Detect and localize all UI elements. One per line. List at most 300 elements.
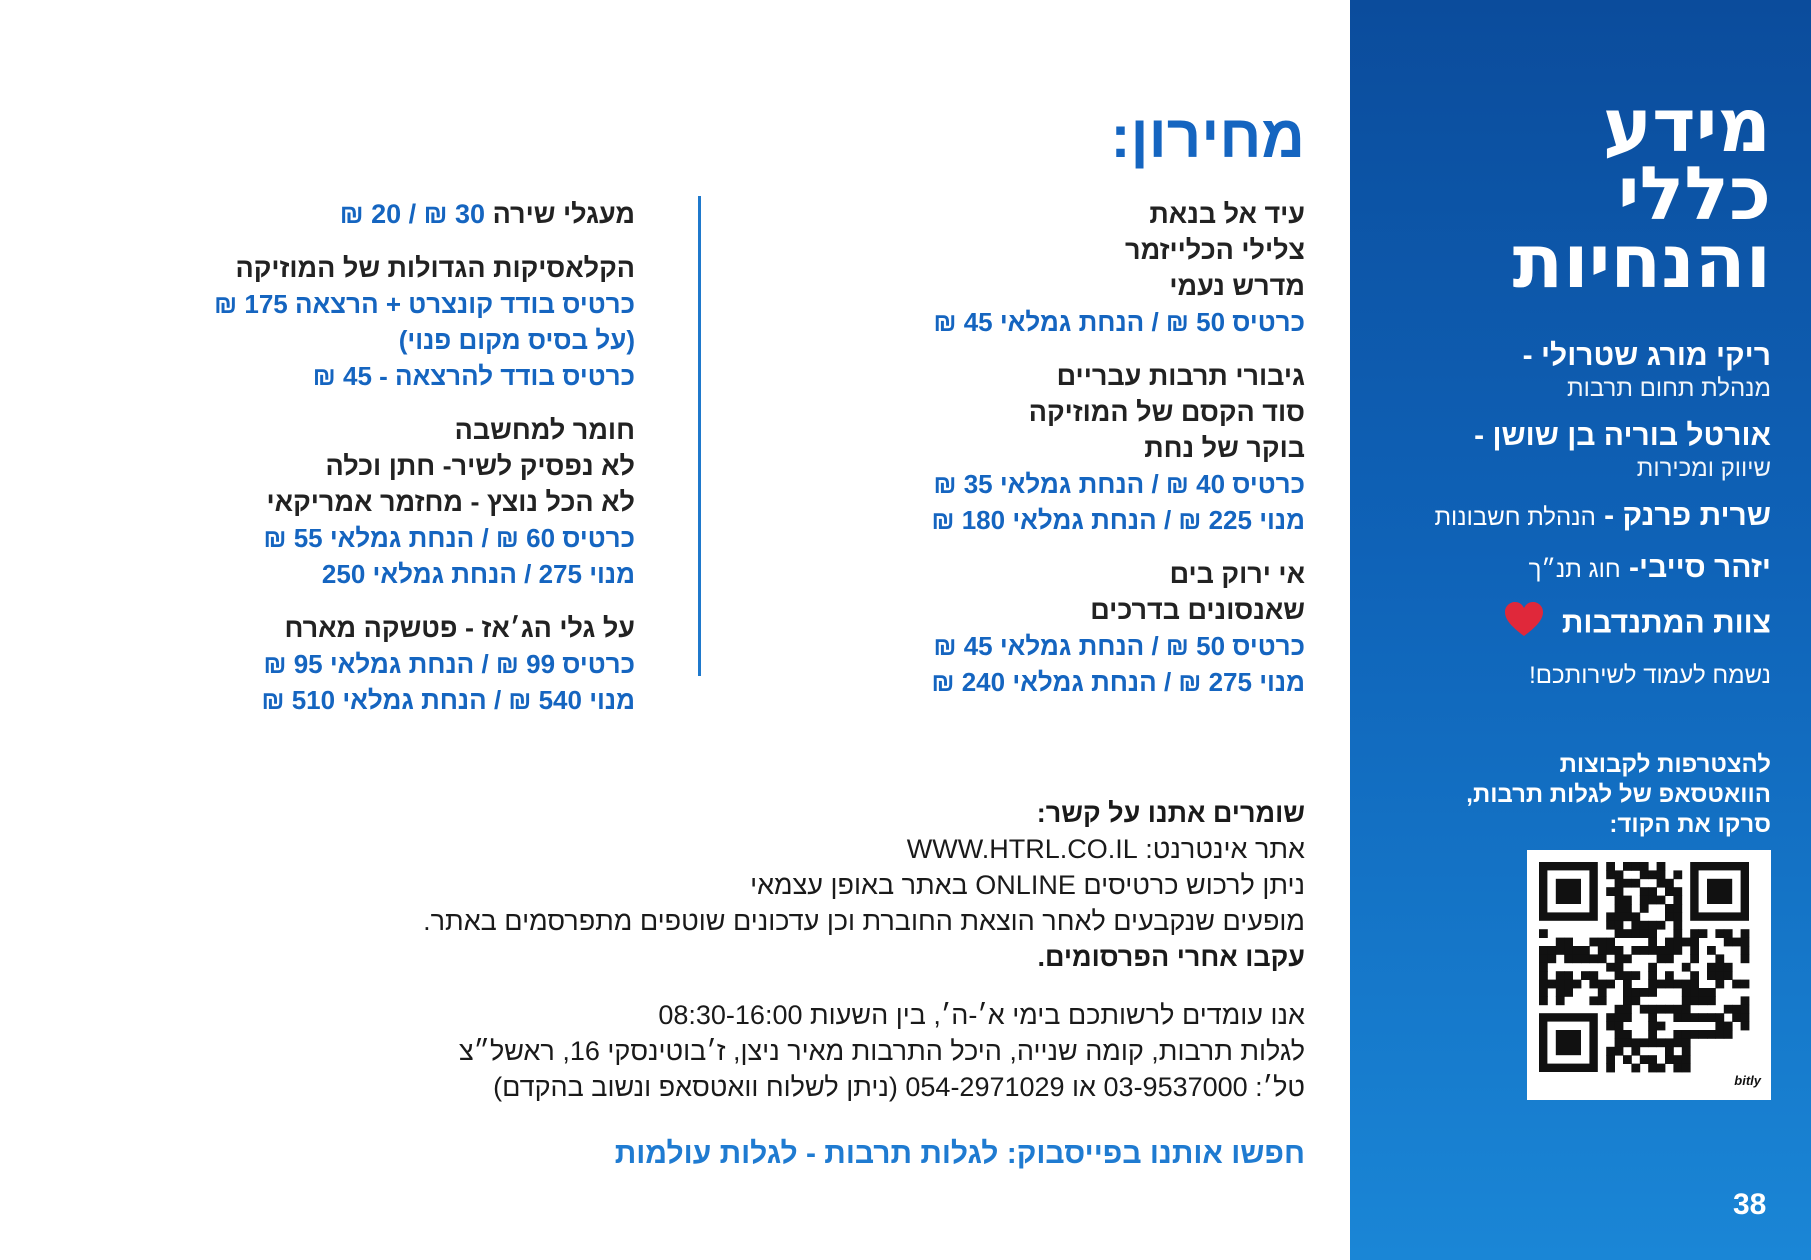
qr-module — [1665, 954, 1674, 963]
qr-module — [1648, 921, 1657, 930]
qr-module — [1556, 988, 1565, 997]
qr-module — [1539, 996, 1548, 1005]
qr-module — [1648, 980, 1657, 989]
staff-role: חוג תנ״ך — [1528, 556, 1621, 583]
qr-module — [1640, 862, 1649, 871]
qr-module — [1556, 946, 1565, 955]
qr-module — [1539, 929, 1548, 938]
staff-name: ריקי מורג שטרולי - — [1522, 339, 1771, 372]
qr-module — [1741, 954, 1750, 963]
qr-module — [1682, 1055, 1691, 1064]
qr-module — [1615, 870, 1624, 879]
qr-module — [1657, 896, 1666, 905]
qr-module — [1606, 963, 1615, 972]
qr-module — [1715, 1030, 1724, 1039]
qr-module — [1682, 980, 1691, 989]
follow-text: עקבו אחרי הפרסומים. — [1037, 942, 1305, 972]
qr-module — [1631, 1047, 1640, 1056]
qr-module — [1640, 946, 1649, 955]
qr-module — [1657, 946, 1666, 955]
qr-module — [1631, 1038, 1640, 1047]
qr-module — [1606, 938, 1615, 947]
ticket-price: כרטיס 99 ₪ / הנחת גמלאי 95 ₪ — [263, 649, 635, 679]
qr-module — [1556, 971, 1565, 980]
qr-module — [1623, 971, 1632, 980]
whatsapp-line: להצטרפות לקבוצות — [1559, 751, 1771, 778]
qr-module — [1648, 938, 1657, 947]
show-name: מעגלי שירה — [492, 199, 635, 229]
qr-module — [1598, 988, 1607, 997]
qr-module — [1615, 912, 1624, 921]
show-name: מדרש נעמי — [1169, 271, 1305, 301]
qr-module — [1657, 980, 1666, 989]
qr-module — [1589, 980, 1598, 989]
qr-module — [1640, 870, 1649, 879]
qr-module — [1707, 971, 1716, 980]
qr-module — [1673, 912, 1682, 921]
qr-module — [1724, 938, 1733, 947]
qr-module — [1539, 946, 1548, 955]
thanks-text: נשמח לעמוד לשירותכם! — [1529, 662, 1771, 689]
qr-code[interactable] — [1527, 850, 1771, 1100]
ticket-price: כרטיס 50 ₪ / הנחת גמלאי 45 ₪ — [933, 307, 1305, 337]
qr-module — [1648, 1055, 1657, 1064]
qr-module — [1673, 1030, 1682, 1039]
show-name: סוד הקסם של המוזיקה — [1028, 397, 1305, 427]
qr-module — [1715, 929, 1724, 938]
qr-module — [1724, 1005, 1733, 1014]
qr-module — [1640, 929, 1649, 938]
qr-module — [1665, 971, 1674, 980]
qr-module — [1699, 1030, 1708, 1039]
qr-module — [1623, 996, 1632, 1005]
qr-module — [1682, 1038, 1691, 1047]
qr-module — [1573, 980, 1582, 989]
qr-module — [1606, 887, 1615, 896]
volunteers-label: צוות המתנדבות — [1561, 606, 1771, 640]
show-name: עיד אל בנאת — [1149, 199, 1305, 229]
qr-module — [1598, 954, 1607, 963]
show-name: לא נפסיק לשיר- חתן וכלה — [325, 451, 635, 481]
qr-module — [1606, 946, 1615, 955]
staff-member — [1371, 418, 1771, 484]
show-name: הקלאסיקות הגדולות של המוזיקה — [235, 253, 635, 283]
qr-module — [1673, 904, 1682, 913]
qr-module — [1707, 1030, 1716, 1039]
qr-module — [1547, 946, 1556, 955]
qr-module — [1564, 980, 1573, 989]
qr-module — [1615, 921, 1624, 930]
qr-module — [1606, 870, 1615, 879]
qr-module — [1615, 887, 1624, 896]
qr-module — [1648, 1005, 1657, 1014]
qr-module — [1631, 996, 1640, 1005]
qr-module — [1732, 1013, 1741, 1022]
qr-module — [1615, 954, 1624, 963]
qr-module — [1631, 921, 1640, 930]
qr-module — [1657, 879, 1666, 888]
page-number: 38 — [1733, 1188, 1767, 1221]
qr-module — [1699, 1013, 1708, 1022]
qr-module — [1682, 1030, 1691, 1039]
show-name: שאנסונים בדרכים — [1090, 595, 1305, 625]
qr-module — [1741, 946, 1750, 955]
qr-module — [1690, 1030, 1699, 1039]
staff-role: שיווק ומכירות — [1636, 455, 1771, 482]
qr-module — [1623, 1030, 1632, 1039]
qr-module — [1615, 929, 1624, 938]
qr-module — [1724, 971, 1733, 980]
qr-module — [1732, 1005, 1741, 1014]
qr-module — [1598, 996, 1607, 1005]
ticket-price: כרטיס 40 ₪ / הנחת גמלאי 35 ₪ — [933, 469, 1305, 499]
show-name: בוקר של נחת — [1144, 433, 1305, 463]
qr-module — [1539, 980, 1548, 989]
column-divider — [698, 196, 701, 676]
qr-module — [1589, 954, 1598, 963]
qr-module — [1690, 980, 1699, 989]
price-note: (על בסיס מקום פנוי) — [398, 325, 635, 355]
qr-module — [1547, 980, 1556, 989]
qr-module — [1657, 921, 1666, 930]
subscription-price: מנוי 275 ₪ / הנחת גמלאי 240 ₪ — [931, 667, 1305, 697]
qr-module — [1623, 980, 1632, 989]
sidebar-title-line: והנחיות — [1512, 219, 1771, 305]
qr-module — [1631, 879, 1640, 888]
qr-module — [1673, 870, 1682, 879]
qr-module — [1615, 904, 1624, 913]
qr-module — [1665, 904, 1674, 913]
qr-module — [1690, 988, 1699, 997]
qr-module — [1682, 988, 1691, 997]
qr-module — [1741, 996, 1750, 1005]
contact-section — [205, 795, 1305, 1105]
qr-module — [1665, 912, 1674, 921]
qr-module — [1741, 980, 1750, 989]
whatsapp-line: סרקו את הקוד: — [1609, 811, 1771, 838]
ticket-price: כרטיס 50 ₪ / הנחת גמלאי 45 ₪ — [933, 631, 1305, 661]
qr-module — [1589, 938, 1598, 947]
show-name: גיבורי תרבות עבריים — [1056, 361, 1305, 391]
qr-module — [1741, 929, 1750, 938]
qr-module — [1564, 946, 1573, 955]
qr-module — [1690, 938, 1699, 947]
subscription-price: מנוי 540 ₪ / הנחת גמלאי 510 ₪ — [261, 685, 635, 715]
ticket-price: כרטיס בודד להרצאה - 45 ₪ — [312, 361, 635, 391]
qr-module — [1606, 1055, 1615, 1064]
qr-module — [1615, 1013, 1624, 1022]
qr-module — [1615, 963, 1624, 972]
qr-module — [1665, 980, 1674, 989]
qr-module — [1724, 1022, 1733, 1031]
show-name: חומר למחשבה — [454, 415, 635, 445]
qr-module — [1556, 938, 1565, 947]
qr-module — [1606, 1013, 1615, 1022]
qr-module — [1690, 954, 1699, 963]
qr-module — [1623, 988, 1632, 997]
qr-module — [1598, 946, 1607, 955]
qr-module — [1690, 971, 1699, 980]
qr-module — [1673, 1064, 1682, 1073]
qr-module — [1623, 1005, 1632, 1014]
spacer — [205, 975, 1305, 997]
qr-module — [1640, 921, 1649, 930]
qr-module — [1606, 1064, 1615, 1073]
qr-module — [1648, 1030, 1657, 1039]
qr-module — [1564, 988, 1573, 997]
ticket-price: 30 ₪ / 20 ₪ — [339, 199, 486, 229]
qr-finder — [1556, 879, 1581, 904]
qr-module — [1615, 879, 1624, 888]
qr-module — [1581, 954, 1590, 963]
qr-module — [1657, 1022, 1666, 1031]
qr-module — [1623, 862, 1632, 871]
qr-module — [1615, 1038, 1624, 1047]
qr-module — [1640, 887, 1649, 896]
qr-module — [1606, 1047, 1615, 1056]
qr-finder — [1707, 879, 1732, 904]
qr-module — [1581, 971, 1590, 980]
staff-role: מנהלת תחום תרבות — [1567, 375, 1771, 402]
sidebar-title-line: מידע — [1602, 83, 1771, 169]
qr-module — [1640, 896, 1649, 905]
qr-module — [1631, 1064, 1640, 1073]
qr-module — [1623, 954, 1632, 963]
qr-module — [1673, 1038, 1682, 1047]
qr-module — [1682, 963, 1691, 972]
pricing-entry — [845, 196, 1305, 340]
qr-module — [1665, 1055, 1674, 1064]
qr-module — [1606, 912, 1615, 921]
staff-name: אורטל בוריה בן שושן - — [1474, 419, 1771, 452]
ticket-price: כרטיס 60 ₪ / הנחת גמלאי 55 ₪ — [263, 523, 635, 553]
qr-module — [1564, 938, 1573, 947]
qr-module — [1682, 1064, 1691, 1073]
qr-module — [1615, 971, 1624, 980]
qr-module — [1589, 996, 1598, 1005]
pricing-column-right — [845, 196, 1305, 718]
qr-module — [1648, 1013, 1657, 1022]
staff-member — [1371, 498, 1771, 536]
qr-module — [1673, 938, 1682, 947]
pricing-entry — [115, 250, 635, 394]
qr-module — [1539, 971, 1548, 980]
staff-name: יזהר סייבי- — [1628, 551, 1771, 584]
heart-icon — [1504, 602, 1544, 647]
show-name: על גלי הג׳אז - פטשקה מארח — [284, 613, 635, 643]
qr-module — [1682, 1005, 1691, 1014]
volunteers-line — [1371, 602, 1771, 647]
qr-module — [1673, 896, 1682, 905]
pricing-title: מחירון: — [1110, 103, 1305, 170]
qr-module — [1623, 1013, 1632, 1022]
pricing-entry — [115, 196, 635, 232]
qr-module — [1741, 1005, 1750, 1014]
qr-module — [1539, 954, 1548, 963]
qr-module — [1623, 904, 1632, 913]
qr-module — [1673, 921, 1682, 930]
qr-module — [1615, 1005, 1624, 1014]
qr-module — [1715, 1022, 1724, 1031]
qr-module — [1539, 988, 1548, 997]
qr-module — [1648, 1064, 1657, 1073]
qr-module — [1690, 929, 1699, 938]
qr-module — [1699, 988, 1708, 997]
qr-module — [1631, 929, 1640, 938]
qr-module — [1556, 980, 1565, 989]
qr-module — [1673, 929, 1682, 938]
facebook-callout[interactable]: חפשו אותנו בפייסבוק: לגלות תרבות - לגלות עולמות — [614, 1137, 1305, 1170]
qr-module — [1715, 980, 1724, 989]
qr-module — [1648, 1038, 1657, 1047]
qr-module — [1707, 988, 1716, 997]
qr-module — [1640, 904, 1649, 913]
qr-module — [1699, 996, 1708, 1005]
subscription-price: מנוי 275 / הנחת גמלאי 250 — [321, 559, 635, 589]
qr-module — [1657, 954, 1666, 963]
qr-module — [1640, 1038, 1649, 1047]
qr-module — [1631, 946, 1640, 955]
qr-module — [1640, 988, 1649, 997]
qr-module — [1623, 929, 1632, 938]
qr-module — [1682, 938, 1691, 947]
qr-module — [1648, 988, 1657, 997]
qr-module — [1673, 980, 1682, 989]
qr-module — [1615, 1022, 1624, 1031]
qr-module — [1715, 1013, 1724, 1022]
qr-module — [1657, 1038, 1666, 1047]
qr-module — [1657, 1005, 1666, 1014]
qr-module — [1598, 980, 1607, 989]
qr-module — [1539, 963, 1548, 972]
qr-module — [1648, 963, 1657, 972]
whatsapp-invite — [1371, 750, 1771, 840]
qr-module — [1715, 971, 1724, 980]
qr-module — [1665, 1038, 1674, 1047]
qr-brand-logo: bitly — [1734, 1073, 1761, 1088]
qr-module — [1715, 954, 1724, 963]
qr-code-graphic — [1527, 850, 1771, 1100]
qr-module — [1564, 971, 1573, 980]
qr-module — [1673, 1013, 1682, 1022]
qr-module — [1648, 929, 1657, 938]
qr-module — [1665, 946, 1674, 955]
qr-module — [1682, 996, 1691, 1005]
qr-module — [1707, 963, 1716, 972]
qr-module — [1732, 938, 1741, 947]
sidebar-title — [1391, 83, 1771, 305]
qr-module — [1623, 879, 1632, 888]
staff-member — [1371, 338, 1771, 404]
qr-module — [1682, 1013, 1691, 1022]
qr-module — [1564, 954, 1573, 963]
qr-module — [1682, 1047, 1691, 1056]
qr-module — [1573, 946, 1582, 955]
pricing-entry — [845, 556, 1305, 700]
qr-module — [1631, 862, 1640, 871]
qr-module — [1640, 1055, 1649, 1064]
website-link[interactable]: אתר אינטרנט: WWW.HTRL.CO.IL — [906, 834, 1305, 864]
qr-module — [1581, 946, 1590, 955]
updates-text: מופעים שנקבעים לאחר הוצאת החוברת וכן עדכונים שוטפים מתפרסמים באתר. — [423, 906, 1305, 936]
qr-finder — [1556, 1030, 1581, 1055]
office-address: לגלות תרבות, קומה שנייה, היכל התרבות מאיר ניצן, ז׳בוטינסקי 16, ראשל״צ — [458, 1036, 1305, 1066]
qr-module — [1715, 963, 1724, 972]
qr-module — [1657, 862, 1666, 871]
qr-module — [1648, 896, 1657, 905]
qr-module — [1623, 912, 1632, 921]
qr-module — [1606, 1022, 1615, 1031]
staff-name: שרית פרנק - — [1604, 499, 1771, 532]
qr-module — [1573, 954, 1582, 963]
staff-role: הנהלת חשבונות — [1434, 504, 1596, 531]
ticket-price: כרטיס בודד קונצרט + הרצאה 175 ₪ — [214, 289, 635, 319]
qr-module — [1606, 921, 1615, 930]
whatsapp-line: הוואטסאפ של לגלות תרבות, — [1466, 781, 1771, 808]
pricing-entry — [115, 610, 635, 718]
qr-module — [1648, 1022, 1657, 1031]
qr-module — [1741, 1022, 1750, 1031]
office-hours: אנו עומדים לרשותכם בימי א׳-ה׳, בין השעות 08:30-16:00 — [658, 1000, 1305, 1030]
qr-module — [1623, 1055, 1632, 1064]
qr-module — [1657, 870, 1666, 879]
qr-module — [1724, 963, 1733, 972]
staff-list — [1371, 338, 1771, 691]
qr-module — [1657, 1064, 1666, 1073]
qr-module — [1741, 1013, 1750, 1022]
subscription-price: מנוי 225 ₪ / הנחת גמלאי 180 ₪ — [931, 505, 1305, 535]
qr-module — [1615, 1030, 1624, 1039]
qr-module — [1665, 879, 1674, 888]
show-name: צלילי הכלייזמר — [1125, 235, 1305, 265]
show-name: לא הכל נוצץ - מחזמר אמריקאי — [266, 487, 635, 517]
contact-heading: שומרים אתנו על קשר: — [1036, 798, 1305, 828]
qr-module — [1665, 938, 1674, 947]
qr-module — [1673, 946, 1682, 955]
qr-module — [1648, 971, 1657, 980]
qr-module — [1665, 1005, 1674, 1014]
qr-module — [1615, 946, 1624, 955]
show-with-price — [115, 196, 635, 232]
qr-module — [1741, 938, 1750, 947]
show-name: אי ירוק בים — [1169, 559, 1305, 589]
qr-module — [1623, 896, 1632, 905]
qr-module — [1724, 929, 1733, 938]
qr-module — [1615, 896, 1624, 905]
qr-module — [1640, 1005, 1649, 1014]
qr-module — [1648, 870, 1657, 879]
qr-module — [1673, 887, 1682, 896]
qr-module — [1648, 946, 1657, 955]
qr-module — [1589, 971, 1598, 980]
phone-numbers: טל׳: 03-9537000 או 054-2971029 (ניתן לשלוח וואטסאפ ונשוב בהקדם) — [493, 1072, 1305, 1102]
qr-module — [1724, 1030, 1733, 1039]
qr-module — [1673, 1005, 1682, 1014]
qr-module — [1606, 862, 1615, 871]
qr-module — [1631, 988, 1640, 997]
qr-module — [1623, 1038, 1632, 1047]
staff-member — [1371, 550, 1771, 588]
qr-module — [1556, 996, 1565, 1005]
pricing-column-left — [115, 196, 635, 736]
qr-module — [1707, 1013, 1716, 1022]
qr-module — [1598, 938, 1607, 947]
qr-module — [1673, 1055, 1682, 1064]
qr-module — [1606, 980, 1615, 989]
qr-module — [1665, 1047, 1674, 1056]
qr-module — [1648, 887, 1657, 896]
online-purchase-text: ניתן לרכוש כרטיסים ONLINE באתר באופן עצמאי — [750, 870, 1305, 900]
